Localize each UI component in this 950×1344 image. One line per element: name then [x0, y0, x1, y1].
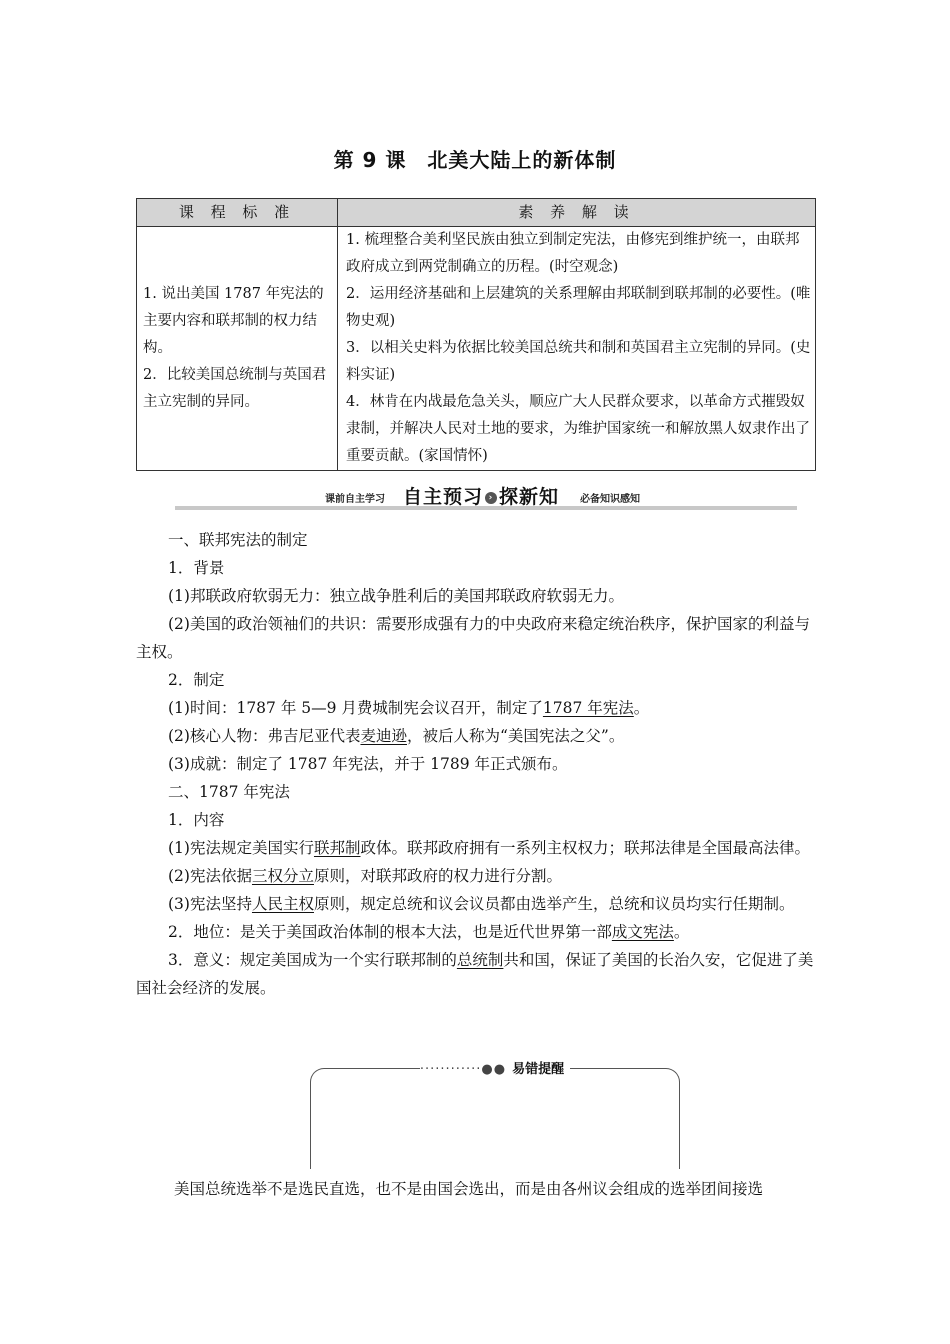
paragraph: (3)成就：制定了 1787 年宪法，并于 1789 年正式颁布。: [168, 755, 568, 773]
subheading: 1．背景: [168, 559, 225, 577]
interpretation-item: 4．林肯在内战最危急关头，顺应广大人民群众要求，以革命方式摧毁奴隶制，并解决人民对土地的要求，为维护国家统一和解放黑人奴隶作出了重要贡献。(家国情怀): [346, 394, 810, 464]
banner-title-b: 探新知: [499, 486, 560, 508]
dotted-decoration: ············●●: [419, 1062, 507, 1077]
section-heading: 二、1787 年宪法: [168, 783, 290, 801]
page-title: 第 9 课 北美大陆上的新体制: [333, 148, 617, 172]
paragraph: (2)宪法依据三权分立原则，对联邦政府的权力进行分割。: [168, 867, 562, 885]
standard-item: 1. 说出美国 1787 年宪法的主要内容和联邦制的权力结构。: [143, 286, 324, 356]
paragraph: 2．地位：是关于美国政治体制的根本大法，也是近代世界第一部成文宪法。: [168, 923, 690, 941]
paragraph: (2)核心人物：弗吉尼亚代表麦迪逊，被后人称为“美国宪法之父”。: [168, 727, 625, 745]
arrow-icon: ›: [485, 492, 497, 504]
header-literacy-interpretation: 素 养 解 读: [338, 199, 816, 227]
banner-title: [403, 482, 559, 509]
reminder-tag: [311, 1058, 679, 1077]
key-term: 1787 年宪法: [542, 699, 634, 717]
interpretation-item: 3．以相关史料为依据比较美国总统共和制和英国君主立宪制的异同。(史料实证): [346, 340, 811, 383]
paragraph: (1)邦联政府软弱无力：独立战争胜利后的美国邦联政府软弱无力。: [168, 587, 624, 605]
banner-title-a: 自主预习: [403, 486, 484, 508]
reminder-text: 美国总统选举不是选民直选，也不是由国会选出，而是由各州议会组成的选举团间接选: [174, 1180, 764, 1198]
interpretation-cell: [338, 227, 816, 471]
paragraph: (2)美国的政治领袖们的共识：需要形成强有力的中央政府来稳定统治秩序，保护国家的利益与主权。: [136, 615, 810, 661]
subheading: 1．内容: [168, 811, 225, 829]
key-term: 成文宪法: [611, 923, 674, 941]
interpretation-item: 2．运用经济基础和上层建筑的关系理解由邦联制到联邦制的必要性。(唯物史观): [346, 286, 811, 329]
paragraph: (1)时间：1787 年 5—9 月费城制宪会议召开，制定了1787 年宪法。: [168, 699, 650, 717]
key-term: 人民主权: [251, 895, 314, 913]
paragraph: 3．意义：规定美国成为一个实行联邦制的总统制共和国，保证了美国的长治久安，它促进了美国社会经济的发展。: [136, 951, 814, 997]
header-curriculum-standard: 课 程 标 准: [137, 199, 338, 227]
standard-item: 2．比较美国总统制与英国君主立宪制的异同。: [143, 367, 327, 410]
banner-right-label: 必备知识感知: [580, 494, 640, 505]
standards-cell: [137, 227, 338, 471]
reminder-label: 易错提醒: [506, 1062, 570, 1077]
section-banner: [175, 484, 797, 514]
banner-left-label: 课前自主学习: [325, 494, 385, 505]
interpretation-item: 1. 梳理整合美利坚民族由独立到制定宪法，由修宪到维护统一，由联邦政府成立到两党制确立的历程。(时空观念): [346, 232, 800, 275]
key-term: 总统制: [456, 951, 504, 969]
lesson-content: [136, 526, 816, 1002]
key-term: 三权分立: [251, 867, 314, 885]
curriculum-table: [136, 198, 816, 471]
key-term: 麦迪逊: [360, 727, 407, 745]
section-heading: 一、联邦宪法的制定: [168, 531, 308, 549]
paragraph: (1)宪法规定美国实行联邦制政体。联邦政府拥有一系列主权权力；联邦法律是全国最高法律。: [168, 839, 810, 857]
paragraph: (3)宪法坚持人民主权原则，规定总统和议会议员都由选举产生，总统和议员均实行任期制。: [168, 895, 795, 913]
subheading: 2．制定: [168, 671, 225, 689]
error-reminder-box: [310, 1062, 680, 1169]
key-term: 联邦制: [313, 839, 361, 857]
